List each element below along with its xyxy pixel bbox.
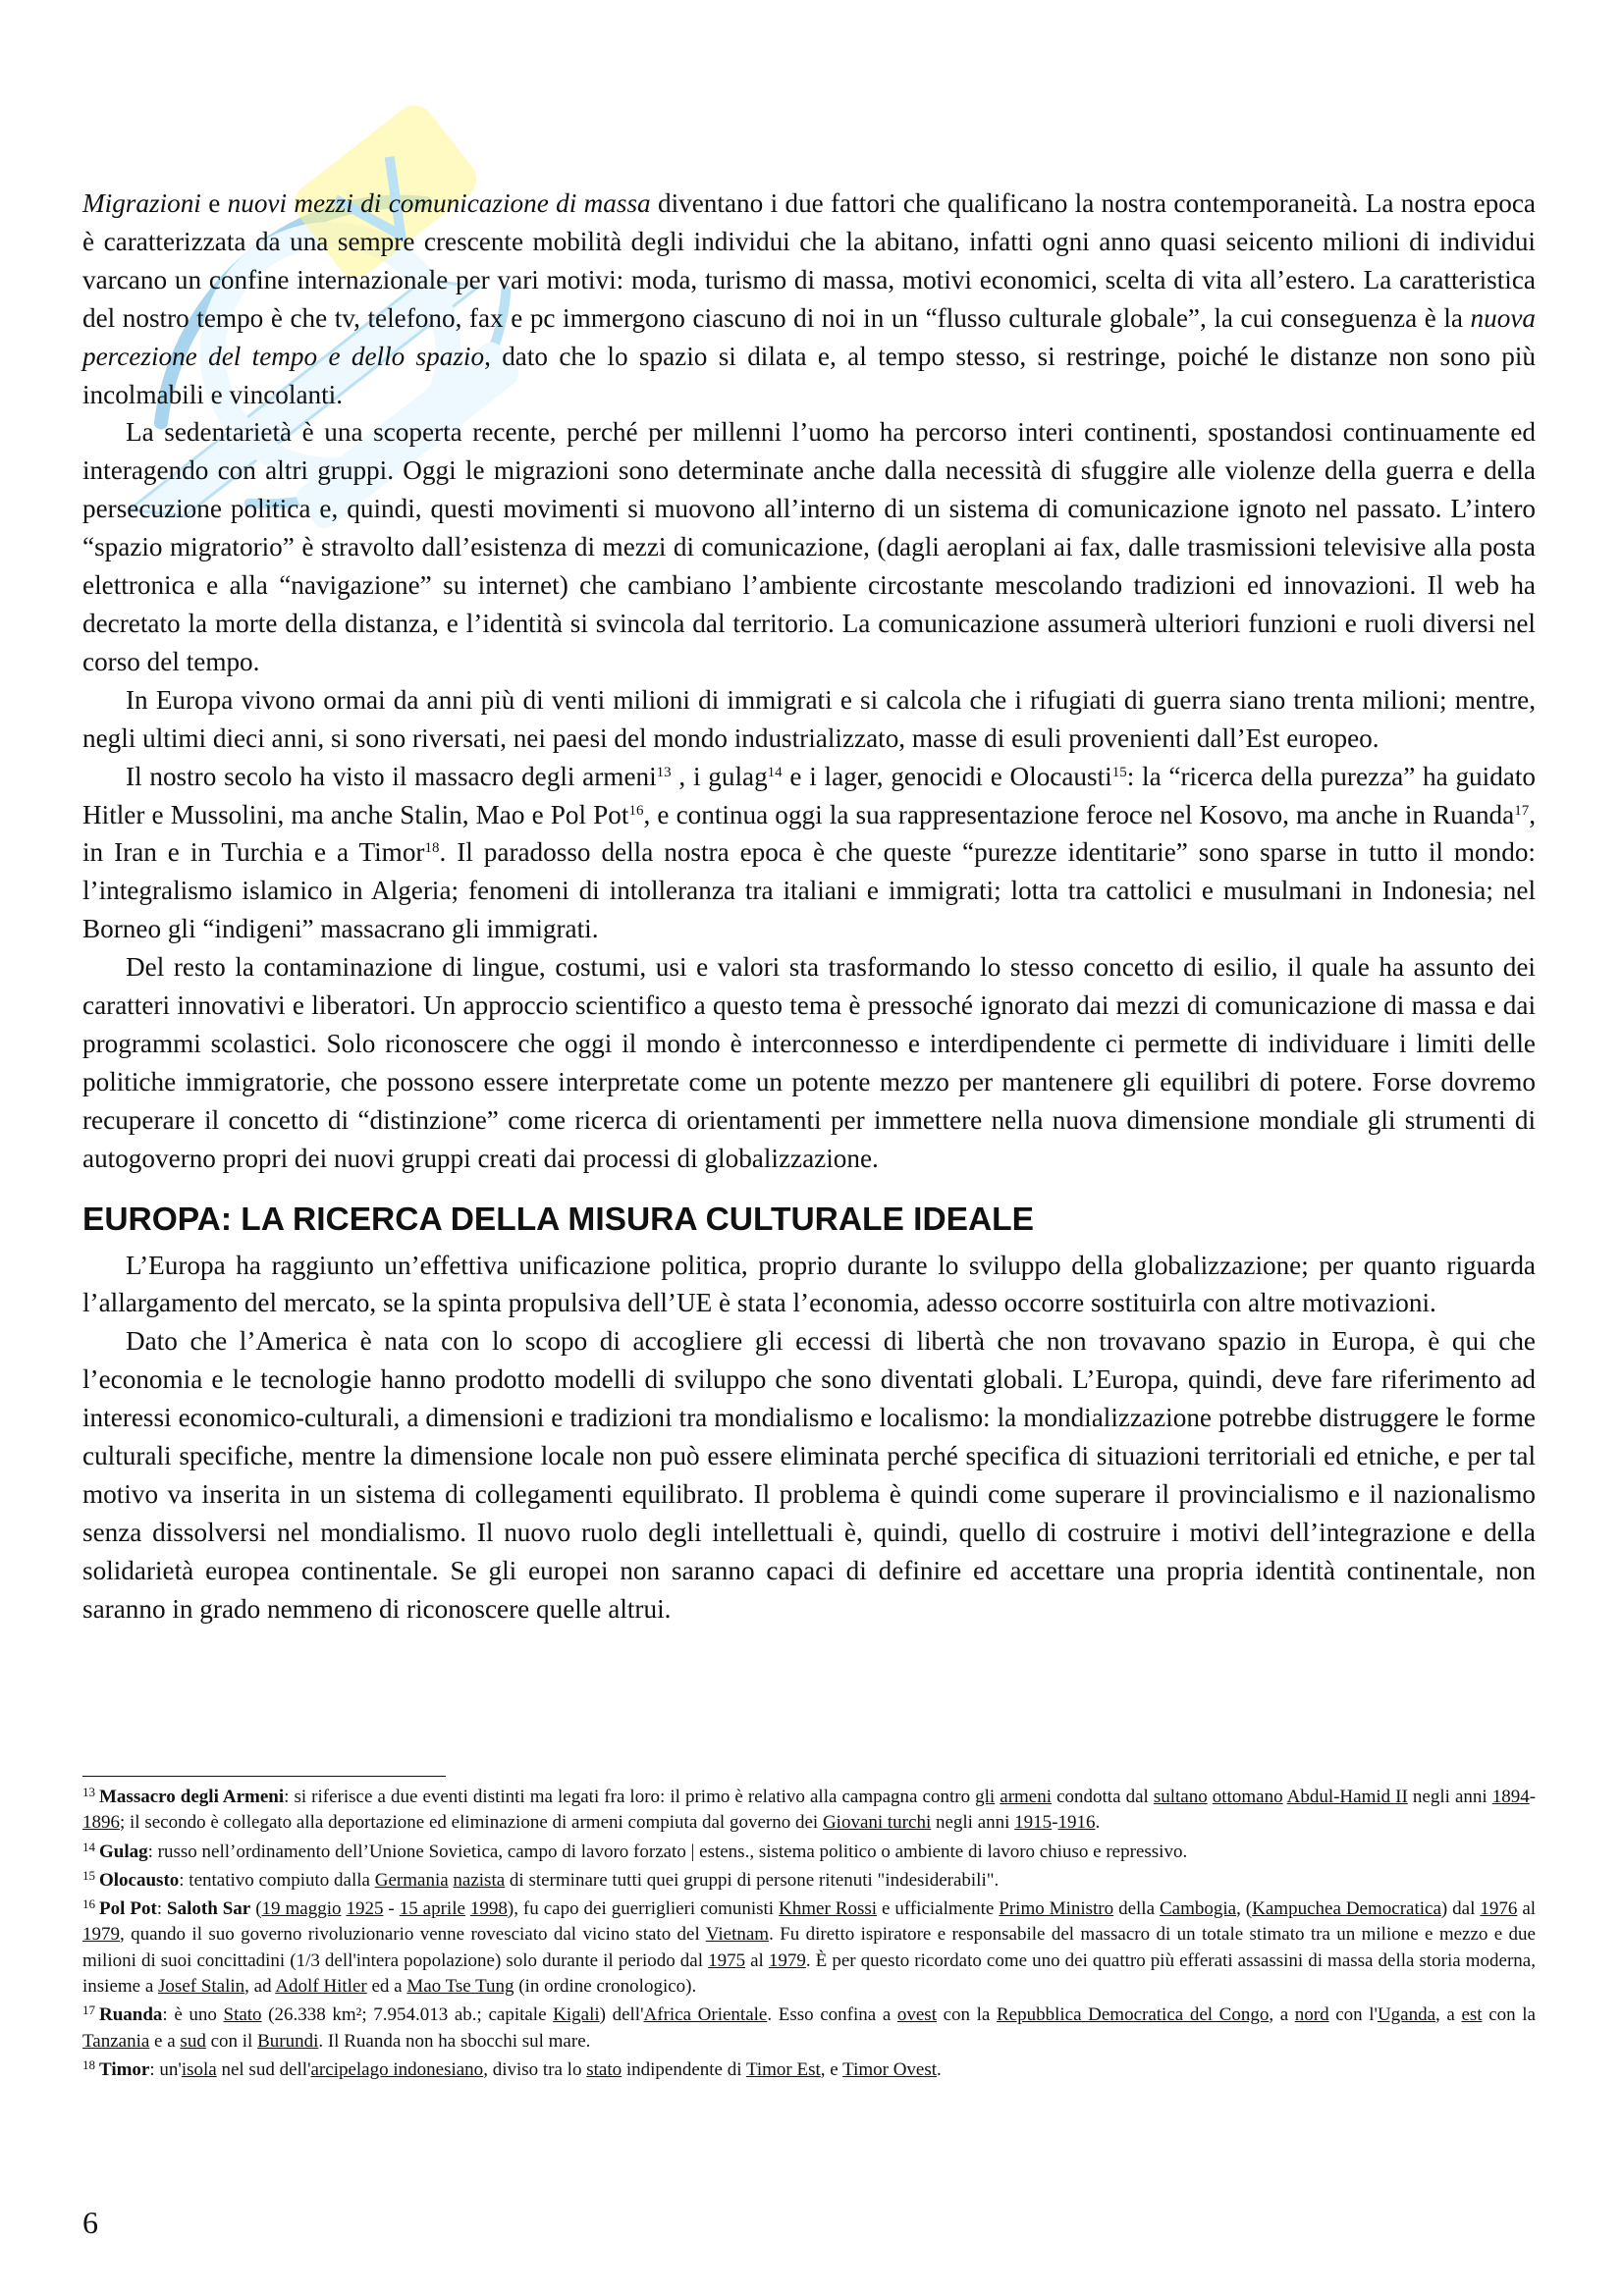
paragraph-4 (82, 758, 1536, 949)
footnote-14 (82, 1840, 1536, 1865)
footnote-term: Ruanda (99, 2004, 163, 2026)
fn-text: ) dell' (599, 2004, 644, 2026)
fn-text: di sterminare tutti quei gruppi di persone ritenuti "indesiderabili". (505, 1869, 1000, 1891)
fn-text: , ( (1236, 1898, 1253, 1920)
link-1975[interactable]: 1975 (708, 1949, 746, 1971)
link-1998[interactable]: 1998 (469, 1898, 508, 1920)
fn-text: condotta dal (1052, 1787, 1154, 1807)
link-19-maggio[interactable]: 19 maggio (261, 1898, 342, 1920)
paragraph-5: Del resto la contaminazione di lingue, costumi, usi e valori sta trasformando lo stesso concetto di esilio, il quale ha assunto dei caratteri innovativi e liberatori. Un approccio scientifico a questo tema è pressoché ignorato dai mezzi di comunicazione di massa e dai programmi scolastici. Solo riconoscere che oggi il mondo è interconnesso e interdipendente ci permette di individuare i limiti delle politiche immigratorie, che possono essere interpretate come un potente mezzo per mantenere gli equilibri di potere. Forse dovremo recuperare il concetto di “distinzione” come ricerca di orientamenti per immettere nella nuova dimensione mondiale gli strumenti di autogoverno propri dei nuovi gruppi creati dai processi di globalizzazione. (82, 952, 1536, 1173)
fn-text: : è uno (162, 2004, 224, 2026)
paragraph-6: L’Europa ha raggiunto un’effettiva unificazione politica, proprio durante lo sviluppo della globalizzazione; per quanto riguarda l’allargamento del mercato, se la spinta propulsiva dell’UE è stata l’economia, adesso occorre sostituirla con altre motivazioni. (82, 1250, 1536, 1318)
footnotes (82, 1785, 1536, 2086)
link-timor-est[interactable]: Timor Est (745, 2058, 821, 2080)
link-primo-ministro[interactable]: Primo Ministro (999, 1898, 1114, 1920)
link-1894[interactable]: 1894 (1491, 1787, 1530, 1807)
link-tanzania[interactable]: Tanzania (82, 2030, 150, 2052)
footnote-17 (82, 2002, 1536, 2055)
fn-text: negli anni (1407, 1787, 1492, 1807)
fn-text: : (156, 1898, 168, 1920)
p4-text-4: : la “ricerca della purezza” ha guidato Hitler e Mussolini, ma anche Stalin, Mao e Pol Pot (82, 761, 1536, 829)
link-sultano[interactable]: sultano (1153, 1787, 1208, 1807)
link-josef-stalin[interactable]: Josef Stalin (158, 1976, 245, 1998)
link-ovest[interactable]: ovest (896, 2004, 937, 2026)
fn-text: , ad (244, 1976, 276, 1998)
footnote-separator (82, 1776, 446, 1777)
paragraph-3: In Europa vivono ormai da anni più di venti milioni di immigrati e si calcola che i rifugiati di guerra siano trenta milioni; mentre, negli ultimi dieci anni, si sono riversati, nei paesi del mondo industrializzato, masse di esuli provenienti dall’Est europeo. (82, 684, 1536, 753)
section-heading: EUROPA: LA RICERCA DELLA MISURA CULTURALE IDEALE (82, 1201, 1034, 1238)
fn-text: al (745, 1949, 769, 1971)
footnote-term: Timor (99, 2058, 150, 2080)
link-15-aprile[interactable]: 15 aprile (399, 1898, 465, 1920)
link-gli[interactable]: gli (975, 1787, 996, 1807)
p1-emphasis-1: Migrazioni (82, 188, 201, 218)
fn-text: con il (205, 2030, 258, 2052)
link-ottomano[interactable]: ottomano (1212, 1787, 1283, 1807)
link-germania[interactable]: Germania (374, 1869, 449, 1891)
fn-text: . Fu diretto ispiratore e responsabile del massacro di un totale stimato tra un milione e mezzo e due milioni di suoi concittadini (1/3 dell'intera popolazione) solo durante il periodo dal (82, 1924, 1536, 1971)
fn-text: (26.338 km²; 7.954.013 ab.; capitale (261, 2004, 554, 2026)
link-est[interactable]: est (1461, 2004, 1483, 2026)
link-stato[interactable]: Stato (223, 2004, 262, 2026)
fn-text: indipendente di (622, 2058, 746, 2080)
link-uganda[interactable]: Uganda (1377, 2004, 1436, 2026)
p4-text-2: , i gulag (671, 761, 768, 791)
fn-text: . (1095, 1812, 1101, 1834)
link-africa-orientale[interactable]: Africa Orientale (643, 2004, 768, 2026)
fn-text: con l' (1328, 2004, 1378, 2026)
fn-text: e a (149, 2030, 181, 2052)
footnote-16 (82, 1896, 1536, 2000)
footnote-number: 16 (82, 1896, 95, 1912)
link-kampuchea[interactable]: Kampuchea Democratica (1252, 1898, 1441, 1920)
link-giovani-turchi[interactable]: Giovani turchi (822, 1812, 932, 1834)
footnote-number: 13 (82, 1785, 95, 1799)
fn-text: ), fu capo dei guerriglieri comunisti (507, 1898, 780, 1920)
footnote-15 (82, 1868, 1536, 1894)
footnote-number: 17 (82, 2002, 95, 2018)
p1-text-3: , dato che lo spazio si dilata e, al tempo stesso, si restringe, poiché le distanze non sono più incolmabili e vincolanti. (82, 341, 1536, 409)
p4-text-3: e i lager, genocidi e Olocausti (782, 761, 1112, 791)
link-adolf-hitler[interactable]: Adolf Hitler (275, 1976, 367, 1998)
link-kigali[interactable]: Kigali (553, 2004, 600, 2026)
link-1896[interactable]: 1896 (82, 1812, 120, 1834)
fn-text: : si riferisce a due eventi distinti ma legati fra loro: il primo è relativo alla campagna contro (284, 1787, 976, 1807)
footnote-18 (82, 2057, 1536, 2083)
fn-text: e ufficialmente (877, 1898, 1000, 1920)
fn-text: , diviso tra lo (483, 2058, 587, 2080)
footnote-ref-16[interactable]: 16 (628, 802, 644, 819)
fn-text: ed a (366, 1976, 407, 1998)
link-1979[interactable]: 1979 (82, 1924, 120, 1946)
p1-emphasis-3: nuova percezione del tempo e dello spazio (82, 302, 1536, 371)
link-burundi[interactable]: Burundi (257, 2030, 319, 2052)
link-1979-b[interactable]: 1979 (768, 1949, 806, 1971)
footnote-term: Massacro degli Armeni (99, 1787, 285, 1807)
fn-text: - (1529, 1787, 1537, 1807)
link-khmer-rossi[interactable]: Khmer Rossi (779, 1898, 878, 1920)
footnote-number: 15 (82, 1867, 95, 1883)
fn-text: ) dal (1440, 1898, 1481, 1920)
fn-text: . È per questo ricordato come uno dei quattro più efferati assassini di massa della storia moderna, insieme a (82, 1949, 1536, 1998)
p4-text-1: Il nostro secolo ha visto il massacro degli armeni (126, 761, 657, 791)
fn-text: , a (1435, 2004, 1462, 2026)
fn-text: . (937, 2058, 942, 2080)
fn-text: con la (1482, 2004, 1536, 2026)
paragraph-2: La sedentarietà è una scoperta recente, perché per millenni l’uomo ha percorso interi continenti, spostandosi continuamente ed interagendo con altri gruppi. Oggi le migrazioni sono determinate anche dalla necessità di sfuggire alle violenze della guerra e della persecuzione politica e, quindi, questi movimenti si muovono all’interno di un sistema di comunicazione ignoto nel passato. L’intero “spazio migratorio” è stravolto dall’esistenza di mezzi di comunicazione, (dagli aeroplani ai fax, dalle trasmissioni televisive alla posta elettronica e alla “navigazione” su internet) che cambiano l’ambiente circostante mescolando tradizioni ed innovazioni. Il web ha decretato la morte della distanza, e l’identità si svincola dal territorio. La comunicazione assumerà ulteriori funzioni e ruoli diversi nel corso del tempo. (82, 417, 1536, 676)
fn-text: . Il Ruanda non ha sbocchi sul mare. (318, 2030, 591, 2052)
link-mao-tse-tung[interactable]: Mao Tse Tung (406, 1976, 514, 1998)
link-timor-ovest[interactable]: Timor Ovest (842, 2058, 938, 2080)
fn-text: : tentativo compiuto dalla (179, 1869, 375, 1891)
link-cambogia[interactable]: Cambogia (1159, 1898, 1237, 1920)
paragraph-1 (82, 185, 1536, 413)
link-sud[interactable]: sud (180, 2030, 206, 2052)
main-text (82, 185, 1536, 1629)
fn-text: al (1517, 1898, 1537, 1920)
fn-text: : russo nell’ordinamento dell’Unione Sovietica, campo di lavoro forzato | estens., sistema politico o ambiente di lavoro chiuso e repressivo. (147, 1841, 1188, 1862)
link-armeni[interactable]: armeni (1000, 1787, 1053, 1807)
p4-text-7: . Il paradosso della nostra epoca è che queste “purezze identitarie” sono sparse in tutto il mondo: l’integralismo islamico in Algeria; fenomeni di intolleranza tra italiani e immigrati; lotta tra cattolici e musulmani in Indonesia; nel Borneo gli “indigeni” massacrano gli immigrati. (82, 837, 1536, 944)
paragraph-7: Dato che l’America è nata con lo scopo di accogliere gli eccessi di libertà che non trovavano spazio in Europa, è qui che l’economia e le tecnologie hanno prodotto modelli di sviluppo che sono diventati globali. L’Europa, quindi, deve fare riferimento ad interessi economico-culturali, a dimensioni e tradizioni tra mondialismo e localismo: la mondializzazione potrebbe distruggere le forme culturali specifiche, mentre la dimensione locale non può essere eliminata perché specifica di situazioni territoriali ed etniche, e per tal motivo va inserita in un sistema di collegamenti equilibrato. Il problema è quindi come superare il provincialismo e il nazionalismo senza dissolversi nel mondialismo. Il nuovo ruolo degli intellettuali è, quindi, quello di costruire i motivi dell’integrazione e della solidarietà europea continentale. Se gli europei non saranno capaci di definire ed accettare una propria identità continentale, non saranno in grado nemmeno di riconoscere quelle altrui. (82, 1326, 1536, 1624)
footnote-term: Pol Pot (99, 1898, 157, 1920)
link-vietnam[interactable]: Vietnam (705, 1924, 770, 1946)
fn-text: ; il secondo è collegato alla deportazione ed eliminazione di armeni compiuta dal governo dei (120, 1812, 823, 1834)
link-isola[interactable]: isola (181, 2058, 217, 2080)
footnote-number: 18 (82, 2056, 95, 2072)
page-number: 6 (82, 2205, 98, 2240)
fn-text: . Esso confina a (767, 2004, 897, 2026)
link-1976[interactable]: 1976 (1480, 1898, 1518, 1920)
link-1916[interactable]: 1916 (1057, 1812, 1096, 1834)
link-nord[interactable]: nord (1294, 2004, 1329, 2026)
link-congo[interactable]: Repubblica Democratica del Congo (997, 2004, 1270, 2026)
fn-text: negli anni (931, 1812, 1015, 1834)
footnote-ref-18[interactable]: 18 (424, 840, 440, 857)
footnote-ref-17[interactable]: 17 (1514, 802, 1530, 819)
fn-text: , e (820, 2058, 843, 2080)
fn-text: : un' (149, 2058, 182, 2080)
fn-text: ( (250, 1898, 262, 1920)
footnote-ref-15[interactable]: 15 (1111, 764, 1127, 780)
p4-text-6: , in Iran e in Turchia e a Timor (82, 799, 1536, 868)
fn-text: , quando il suo governo rivoluzionario venne rovesciato dal vicino stato del (120, 1924, 706, 1946)
footnote-ref-13[interactable]: 13 (656, 764, 672, 780)
fn-text: con la (936, 2004, 997, 2026)
p4-text-5: , e continua oggi la sua rappresentazione feroce nel Kosovo, ma anche in Ruanda (643, 799, 1515, 829)
link-1925[interactable]: 1925 (346, 1898, 384, 1920)
footnote-ref-14[interactable]: 14 (767, 764, 783, 780)
p1-emphasis-2: nuovi mezzi di comunicazione di massa (227, 188, 651, 218)
fn-text: (in ordine cronologico). (514, 1976, 697, 1998)
p1-text-2: diventano i due fattori che qualificano la nostra contemporaneità. La nostra epoca è caratterizzata da una sempre crescente mobilità degli individui che la abitano, infatti ogni anno quasi seicento milioni di individui varcano un confine internazionale per vari motivi: moda, turismo di massa, motivi economici, scelta di vita all’estero. La caratteristica del nostro tempo è che tv, telefono, fax e pc immergono ciascuno di noi in un “flusso culturale globale”, la cui conseguenza è la (82, 188, 1536, 333)
footnote-13 (82, 1785, 1536, 1837)
fn-text: nel sud dell' (216, 2058, 311, 2080)
footnote-term: Saloth Sar (167, 1898, 251, 1920)
link-nazista[interactable]: nazista (453, 1869, 506, 1891)
fn-text: - (1052, 1812, 1058, 1834)
footnote-term: Olocausto (99, 1869, 180, 1891)
footnote-term: Gulag (99, 1841, 148, 1862)
fn-text: della (1113, 1898, 1160, 1920)
fn-text: , a (1269, 2004, 1295, 2026)
fn-text: - (383, 1898, 400, 1920)
footnote-number: 14 (82, 1839, 95, 1854)
link-abdul-hamid[interactable]: Abdul-Hamid II (1286, 1787, 1408, 1807)
link-arcipelago[interactable]: arcipelago indonesiano (310, 2058, 484, 2080)
link-stato-2[interactable]: stato (586, 2058, 622, 2080)
link-1915[interactable]: 1915 (1014, 1812, 1053, 1834)
p1-text-1: e (200, 188, 228, 218)
